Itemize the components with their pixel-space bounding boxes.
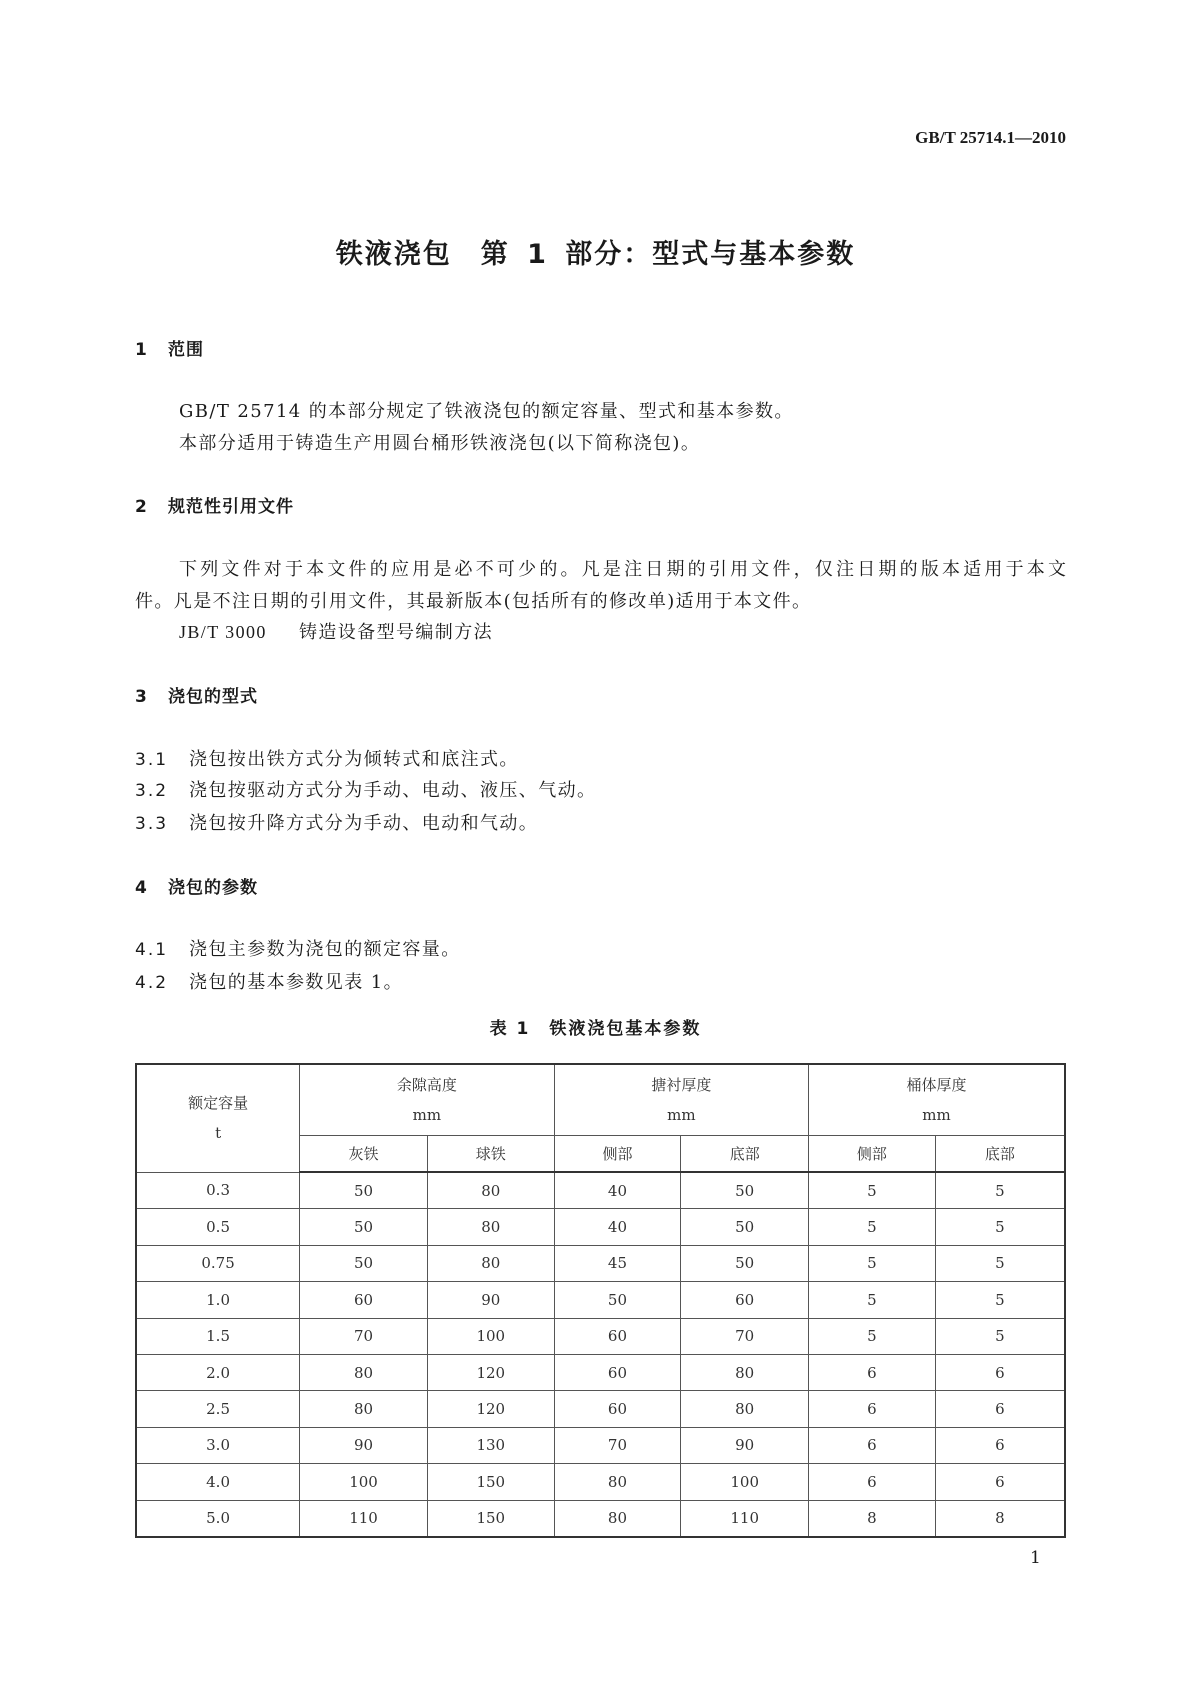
- value-cell: 100: [681, 1464, 809, 1500]
- value-cell: 60: [300, 1282, 428, 1318]
- value-cell: 8: [935, 1500, 1065, 1537]
- value-cell: 50: [300, 1245, 428, 1281]
- value-cell: 90: [427, 1282, 554, 1318]
- value-cell: 5: [935, 1209, 1065, 1245]
- value-cell: 100: [427, 1318, 554, 1354]
- group-name: 余隙高度: [396, 1076, 457, 1094]
- section-number: 2: [135, 497, 148, 517]
- value-cell: 6: [809, 1354, 936, 1390]
- capacity-cell: 0.5: [136, 1209, 300, 1245]
- table-row: [136, 1172, 1065, 1209]
- value-cell: 80: [427, 1172, 554, 1209]
- reference-entry: [179, 618, 493, 644]
- section-number: 4: [135, 878, 148, 898]
- section-number: 3: [135, 687, 148, 707]
- section-number: 1: [135, 340, 148, 360]
- paragraph-line: GB/T 25714 的本部分规定了铁液浇包的额定容量、型式和基本参数。: [179, 401, 794, 422]
- value-cell: 80: [427, 1245, 554, 1281]
- value-cell: 130: [427, 1427, 554, 1463]
- value-cell: 6: [935, 1354, 1065, 1390]
- capacity-cell: 1.5: [136, 1318, 300, 1354]
- page-number: 1: [1030, 1548, 1041, 1568]
- value-cell: 45: [554, 1245, 681, 1281]
- table-row: [136, 1318, 1065, 1354]
- value-cell: 60: [554, 1354, 681, 1390]
- clause: [135, 968, 403, 994]
- subheader-cell: 底部: [935, 1136, 1065, 1173]
- paragraph-line: 本部分适用于铸造生产用圆台桶形铁液浇包(以下简称浇包)。: [179, 433, 701, 454]
- capacity-cell: 0.3: [136, 1172, 300, 1209]
- table-row: [136, 1354, 1065, 1390]
- value-cell: 5: [935, 1318, 1065, 1354]
- value-cell: 80: [681, 1391, 809, 1427]
- value-cell: 60: [681, 1282, 809, 1318]
- value-cell: 120: [427, 1391, 554, 1427]
- subheader-cell: 球铁: [427, 1136, 554, 1173]
- capacity-cell: 1.0: [136, 1282, 300, 1318]
- value-cell: 6: [809, 1427, 936, 1463]
- capacity-unit: t: [215, 1124, 222, 1143]
- clause-text: 浇包按出铁方式分为倾转式和底注式。: [189, 749, 519, 770]
- value-cell: 70: [681, 1318, 809, 1354]
- value-cell: 80: [300, 1354, 428, 1390]
- value-cell: 120: [427, 1354, 554, 1390]
- section-heading-parameters: [135, 873, 258, 898]
- value-cell: 50: [300, 1209, 428, 1245]
- table-row: [136, 1282, 1065, 1318]
- section-heading-scope: [135, 335, 204, 360]
- clause: [135, 809, 538, 835]
- group-header-cell: [809, 1064, 1065, 1136]
- subheader-cell: 灰铁: [300, 1136, 428, 1173]
- paragraph-line: 件。凡是不注日期的引用文件，其最新版本(包括所有的修改单)适用于本文件。: [135, 591, 812, 612]
- clause: [135, 745, 519, 771]
- page-title: 铁液浇包 第 1 部分：型式与基本参数: [335, 239, 856, 270]
- value-cell: 8: [809, 1500, 936, 1537]
- value-cell: 6: [935, 1464, 1065, 1500]
- value-cell: 50: [300, 1172, 428, 1209]
- reference-code: JB/T 3000: [179, 622, 267, 642]
- reference-title: 铸造设备型号编制方法: [299, 622, 493, 643]
- value-cell: 5: [935, 1245, 1065, 1281]
- table-row: [136, 1209, 1065, 1245]
- group-unit: mm: [922, 1106, 951, 1124]
- group-header-cell: [300, 1064, 554, 1136]
- value-cell: 6: [935, 1391, 1065, 1427]
- subheader-cell: 底部: [681, 1136, 809, 1173]
- clause: [135, 935, 461, 961]
- clause-number: 4.2: [135, 973, 169, 993]
- group-unit: mm: [412, 1106, 442, 1124]
- capacity-cell: 2.5: [136, 1391, 300, 1427]
- subheader-cell: 侧部: [554, 1136, 681, 1173]
- value-cell: 40: [554, 1209, 681, 1245]
- value-cell: 110: [300, 1500, 428, 1537]
- value-cell: 40: [554, 1172, 681, 1209]
- table-row: [136, 1391, 1065, 1427]
- value-cell: 80: [554, 1500, 681, 1537]
- value-cell: 70: [300, 1318, 428, 1354]
- table-row: [136, 1245, 1065, 1281]
- subheader-cell: 侧部: [809, 1136, 936, 1173]
- value-cell: 5: [809, 1318, 936, 1354]
- value-cell: 5: [935, 1172, 1065, 1209]
- value-cell: 80: [300, 1391, 428, 1427]
- capacity-cell: 0.75: [136, 1245, 300, 1281]
- capacity-header-cell: [136, 1064, 300, 1172]
- value-cell: 60: [554, 1391, 681, 1427]
- value-cell: 6: [809, 1391, 936, 1427]
- capacity-cell: 5.0: [136, 1500, 300, 1537]
- clause-text: 浇包按驱动方式分为手动、电动、液压、气动。: [189, 780, 597, 801]
- clause-text: 浇包的基本参数见表 1。: [189, 972, 403, 993]
- capacity-cell: 3.0: [136, 1427, 300, 1463]
- value-cell: 60: [554, 1318, 681, 1354]
- section-heading-normative-references: [135, 492, 294, 517]
- value-cell: 80: [427, 1209, 554, 1245]
- clause-text: 浇包主参数为浇包的额定容量。: [189, 939, 461, 960]
- table-header-row: [136, 1064, 1065, 1136]
- capacity-cell: 4.0: [136, 1464, 300, 1500]
- clause-text: 浇包按升降方式分为手动、电动和气动。: [189, 813, 539, 834]
- value-cell: 90: [681, 1427, 809, 1463]
- value-cell: 110: [681, 1500, 809, 1537]
- value-cell: 150: [427, 1464, 554, 1500]
- section-heading-types: [135, 682, 258, 707]
- value-cell: 80: [681, 1354, 809, 1390]
- value-cell: 5: [935, 1282, 1065, 1318]
- table-row: [136, 1427, 1065, 1463]
- capacity-header: 额定容量: [188, 1094, 249, 1113]
- table-caption: 表 1 铁液浇包基本参数: [489, 1019, 702, 1039]
- clause-number: 3.3: [135, 814, 169, 834]
- value-cell: 5: [809, 1172, 936, 1209]
- capacity-cell: 2.0: [136, 1354, 300, 1390]
- value-cell: 50: [681, 1209, 809, 1245]
- value-cell: 5: [809, 1245, 936, 1281]
- clause: [135, 776, 596, 802]
- value-cell: 5: [809, 1209, 936, 1245]
- section-title: 范围: [168, 340, 204, 360]
- value-cell: 6: [935, 1427, 1065, 1463]
- clause-number: 3.1: [135, 750, 169, 770]
- value-cell: 5: [809, 1282, 936, 1318]
- table-row: [136, 1464, 1065, 1500]
- value-cell: 80: [554, 1464, 681, 1500]
- standard-number: GB/T 25714.1—2010: [915, 128, 1066, 147]
- value-cell: 70: [554, 1427, 681, 1463]
- value-cell: 50: [554, 1282, 681, 1318]
- value-cell: 90: [300, 1427, 428, 1463]
- group-unit: mm: [667, 1106, 696, 1124]
- value-cell: 50: [681, 1172, 809, 1209]
- group-name: 搪衬厚度: [651, 1076, 712, 1094]
- value-cell: 50: [681, 1245, 809, 1281]
- value-cell: 150: [427, 1500, 554, 1537]
- group-header-cell: [554, 1064, 808, 1136]
- section-title: 浇包的参数: [168, 878, 258, 898]
- group-name: 桶体厚度: [906, 1076, 967, 1094]
- value-cell: 100: [300, 1464, 428, 1500]
- clause-number: 4.1: [135, 940, 169, 960]
- paragraph-line: 下列文件对于本文件的应用是必不可少的。凡是注日期的引用文件，仅注日期的版本适用于本文: [179, 559, 1066, 580]
- clause-number: 3.2: [135, 781, 169, 801]
- section-title: 浇包的型式: [168, 687, 258, 707]
- parameters-table: [135, 1063, 1066, 1538]
- section-title: 规范性引用文件: [168, 497, 294, 517]
- value-cell: 6: [809, 1464, 936, 1500]
- table-row: [136, 1500, 1065, 1537]
